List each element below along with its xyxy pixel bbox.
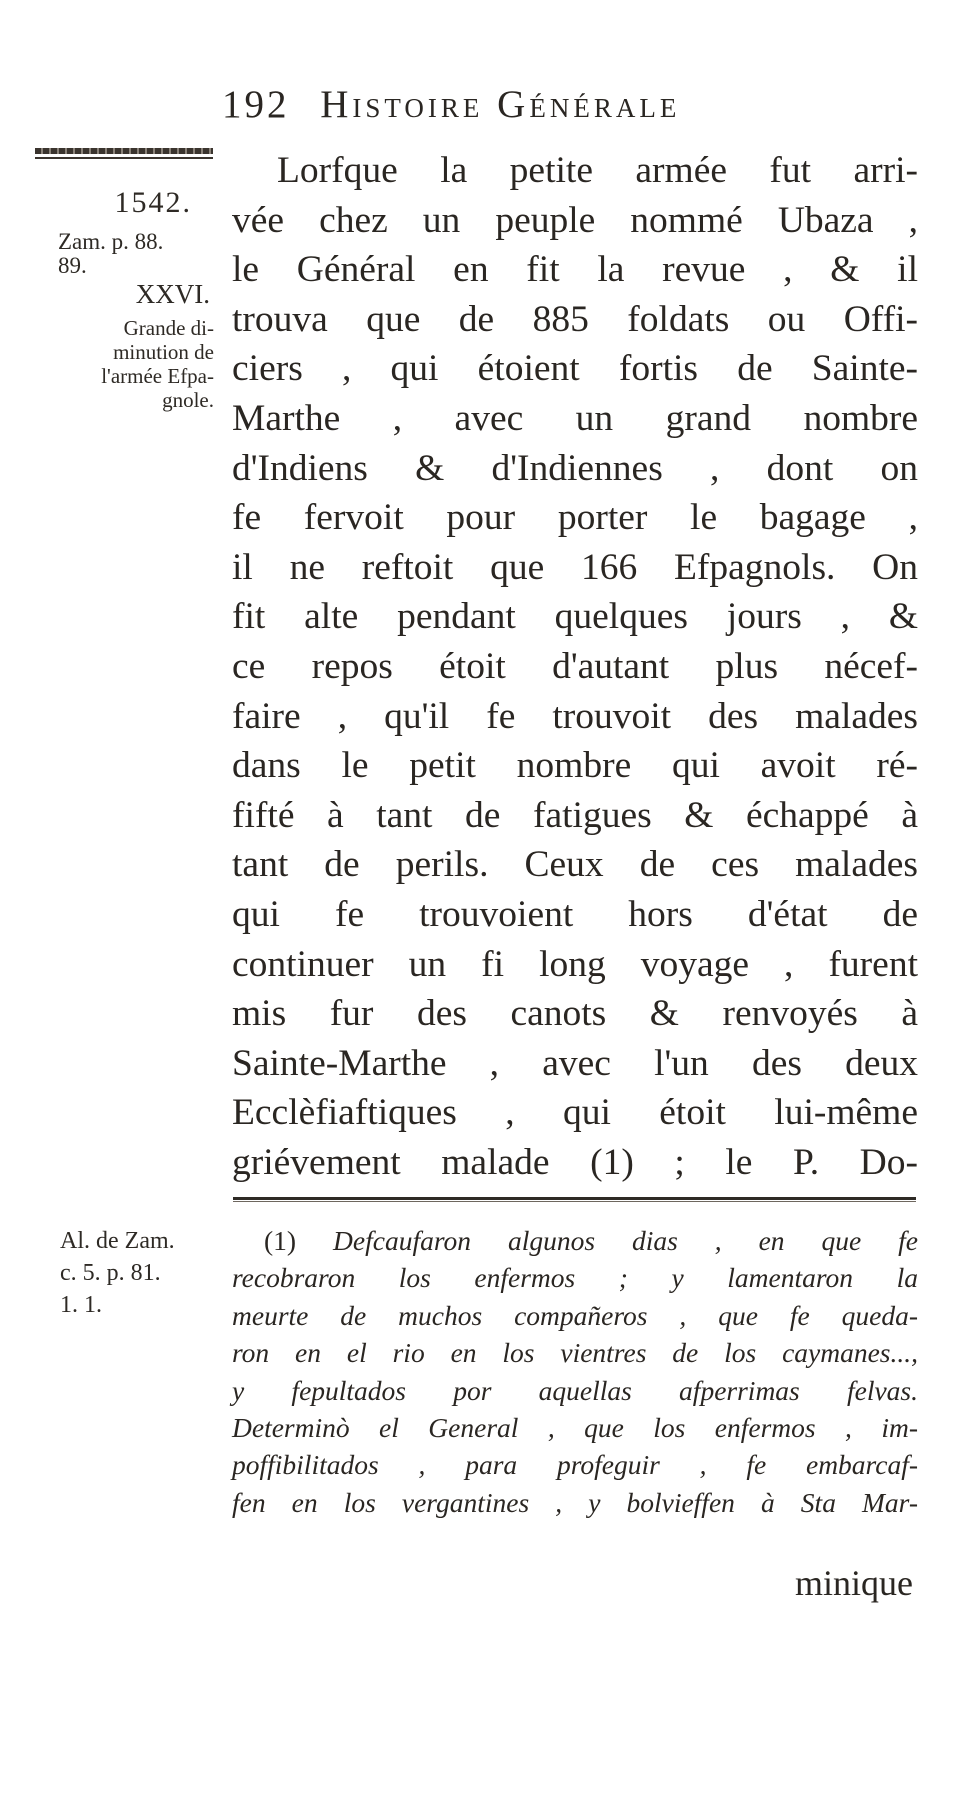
- footnote-line: fen en los vergantines , y bolvieffen à Sta Mar-: [232, 1486, 918, 1518]
- text-line: griévement malade (1) ; le P. Do-: [232, 1141, 918, 1183]
- text-line: qui fe trouvoient hors d'état de: [232, 893, 918, 935]
- margin-section-number: XXVI.: [135, 279, 210, 309]
- footnote-rule-thick: [233, 1197, 916, 1200]
- text-line: trouva que de 885 foldats ou Offi-: [232, 298, 918, 340]
- margin-summary-line: minution de: [113, 340, 214, 364]
- text-line: fit alte pendant quelques jours , &: [232, 596, 918, 638]
- margin-summary-line: gnole.: [162, 388, 214, 412]
- text-line: vée chez un peuple nommé Ubaza ,: [232, 199, 918, 241]
- margin-summary-line: l'armée Efpa-: [101, 364, 214, 388]
- footnote-line: [232, 1222, 918, 1259]
- text-line: Lorfque la petite armée fut arri-: [277, 150, 918, 191]
- text-line: ciers , qui étoient fortis de Sainte-: [232, 348, 918, 390]
- footnote-line-text: Defcaufaron algunos dias , en que fe: [333, 1225, 918, 1256]
- margin-summary-line: Grande di-: [123, 316, 214, 340]
- text-line: fifté à tant de fatigues & échappé à: [232, 794, 918, 836]
- text-line: Marthe , avec un grand nombre: [232, 397, 918, 439]
- footnote-margin-line: c. 5. p. 81.: [60, 1260, 161, 1286]
- footnote: [232, 1222, 918, 1521]
- ornament-line: [35, 157, 213, 159]
- text-line: faire , qu'il fe trouvoit des malades: [232, 695, 918, 737]
- footnote-rule-thin: [233, 1201, 916, 1202]
- footnote-marker: (1): [264, 1225, 297, 1256]
- ornamental-rule: [35, 148, 213, 160]
- footnote-line: meurte de muchos compañeros , que fe queda-: [232, 1299, 918, 1331]
- footnote-margin-reference: [60, 1225, 236, 1321]
- footnote-line: recobraron los enfermos ; y lamentaron la: [232, 1262, 918, 1294]
- text-line: tant de perils. Ceux de ces malades: [232, 844, 918, 886]
- catchword: minique: [795, 1563, 913, 1603]
- footnote-line: poffibilitados , para profeguir , fe embarcaf-: [232, 1449, 918, 1481]
- running-head: [222, 82, 922, 136]
- text-line: il ne reftoit que 166 Efpagnols. On: [232, 546, 918, 588]
- running-title: Histoire Générale: [320, 83, 681, 126]
- footnote-line: y fepultados por aquellas afperrimas felvas.: [232, 1374, 918, 1406]
- text-line: d'Indiens & d'Indiennes , dont on: [232, 447, 918, 489]
- margin-notes: [30, 186, 222, 412]
- text-line: continuer un fi long voyage , furent: [232, 943, 918, 985]
- text-line: le Général en fit la revue , & il: [232, 249, 918, 291]
- footnote-line: ron en el rio en los vientres de los caymanes...,: [232, 1337, 918, 1369]
- margin-year: 1542.: [114, 186, 192, 219]
- footnote-margin-line: 1. 1.: [60, 1292, 102, 1318]
- margin-reference: [30, 230, 222, 278]
- text-line: dans le petit nombre qui avoit ré-: [232, 745, 918, 787]
- text-line: mis fur des canots & renvoyés à: [232, 993, 918, 1035]
- margin-reference-line: Zam. p. 88.: [58, 229, 164, 254]
- footnote-rule: [233, 1197, 916, 1202]
- text-line: Ecclèfiaftiques , qui étoit lui-même: [232, 1092, 918, 1134]
- margin-reference-line: 89.: [58, 253, 87, 278]
- footnote-margin-line: Al. de Zam.: [60, 1228, 175, 1254]
- page-number: 192: [222, 83, 290, 126]
- footnote-line: Determinò el General , que los enfermos , im-: [232, 1411, 918, 1443]
- ornament-bar: [35, 148, 213, 154]
- text-line: fe fervoit pour porter le bagage ,: [232, 497, 918, 539]
- main-text: [232, 146, 918, 1187]
- text-line: Sainte-Marthe , avec l'un des deux: [232, 1042, 918, 1084]
- margin-summary: [30, 316, 222, 412]
- text-line: ce repos étoit d'autant plus nécef-: [232, 645, 918, 687]
